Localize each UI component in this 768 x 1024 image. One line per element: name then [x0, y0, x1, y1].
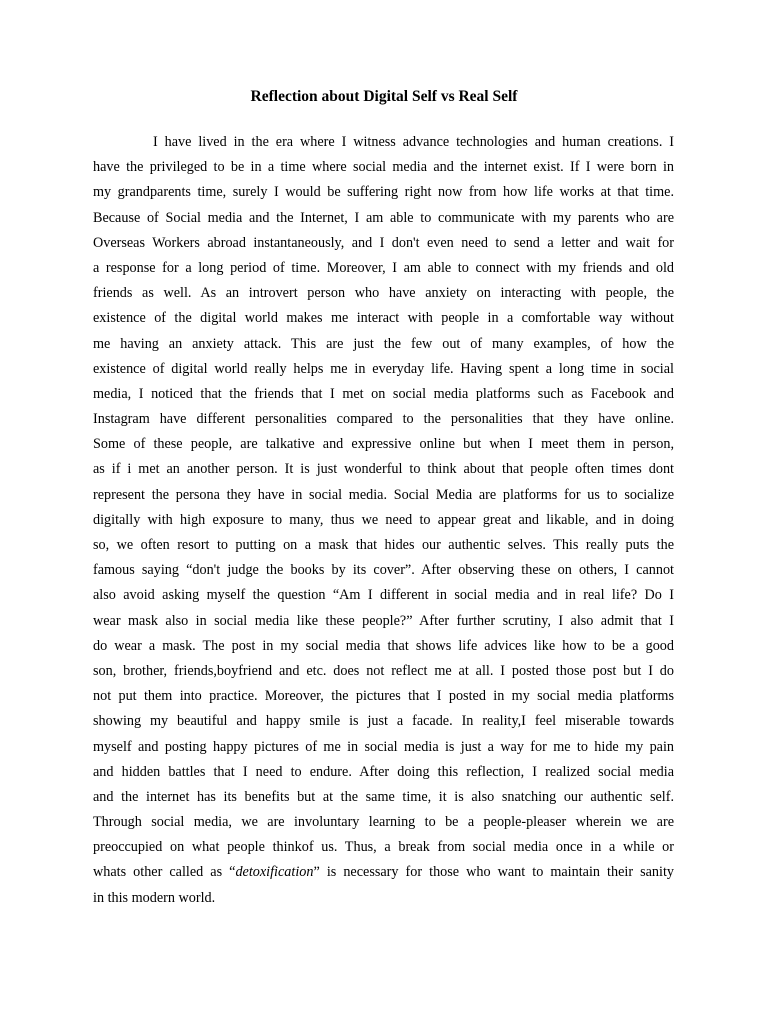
body-line: son, brother, friends,boyfriend and etc. does not reflect me at all. I posted those post but I do — [93, 662, 674, 679]
body-line: existence of the digital world makes me interact with people in a comfortable way without — [93, 310, 674, 327]
body-line: Because of Social media and the Internet, I am able to communicate with my parents who are — [93, 209, 674, 226]
body-line-last: in this modern world. — [93, 889, 216, 906]
body-line: and the internet has its benefits but at the same time, it is also snatching our authentic self. — [93, 788, 674, 805]
body-line: friends as well. As an introvert person who have anxiety on interacting with people, the — [93, 285, 674, 302]
body-line: Instagram have different personalities compared to the personalities that they have online. — [93, 411, 674, 428]
body-line: wear mask also in social media like these people?” After further scrutiny, I also admit that I — [93, 612, 674, 629]
body-line: not put them into practice. Moreover, the pictures that I posted in my social media platforms — [93, 688, 674, 705]
body-line — [93, 860, 674, 885]
body-line: showing my beautiful and happy smile is just a facade. In reality,I feel miserable towards — [93, 713, 674, 730]
italic-term: detoxification — [235, 864, 314, 881]
body-line: my grandparents time, surely I would be suffering right now from how life works at that time. — [93, 184, 674, 201]
body-line: represent the persona they have in social media. Social Media are platforms for us to socialize — [93, 486, 674, 503]
body-line: famous saying “don't judge the books by its cover”. After observing these on others, I cannot — [93, 562, 674, 579]
body-line: Some of these people, are talkative and expressive online but when I meet them in person, — [93, 436, 674, 453]
document-title: Reflection about Digital Self vs Real Self — [250, 88, 518, 105]
body-line: so, we often resort to putting on a mask that hides our authentic selves. This really puts the — [93, 537, 674, 553]
body-line: have the privileged to be in a time where social media and the internet exist. If I were born in — [93, 159, 674, 176]
body-line: and hidden battles that I need to endure. After doing this reflection, I realized social media — [93, 763, 674, 780]
body-line: media, I noticed that the friends that I met on social media platforms such as Facebook and — [93, 385, 674, 402]
body-line: preoccupied on what people thinkof us. Thus, a break from social media once in a while or — [93, 839, 674, 856]
body-line: myself and posting happy pictures of me in social media is just a way for me to hide my pain — [93, 738, 674, 755]
body-line: do wear a mask. The post in my social media that shows life advices like how to be a good — [93, 637, 674, 654]
body-line: a response for a long period of time. Moreover, I am able to connect with my friends and old — [93, 259, 674, 276]
body-line: existence of digital world really helps me in everyday life. Having spent a long time in social — [93, 360, 674, 377]
body-line: digitally with high exposure to many, thus we need to appear great and likable, and in doing — [93, 511, 674, 528]
body-line-first: I have lived in the era where I witness advance technologies and human creations. I — [153, 134, 674, 150]
body-line: Through social media, we are involuntary learning to be a people-pleaser wherein we are — [93, 814, 674, 831]
body-line: me having an anxiety attack. This are just the few out of many examples, of how the — [93, 335, 674, 352]
document-body — [93, 130, 674, 911]
body-text-segment: ” is necessary for those who want to maintain their sanity — [313, 864, 674, 881]
body-line: as if i met an another person. It is just wonderful to think about that people often times dont — [93, 461, 674, 478]
body-line: also avoid asking myself the question “Am I different in social media and in real life? Do I — [93, 587, 674, 604]
body-text-segment: whats other called as “ — [93, 864, 236, 881]
body-line: Overseas Workers abroad instantaneously, and I don't even need to send a letter and wait for — [93, 234, 674, 251]
